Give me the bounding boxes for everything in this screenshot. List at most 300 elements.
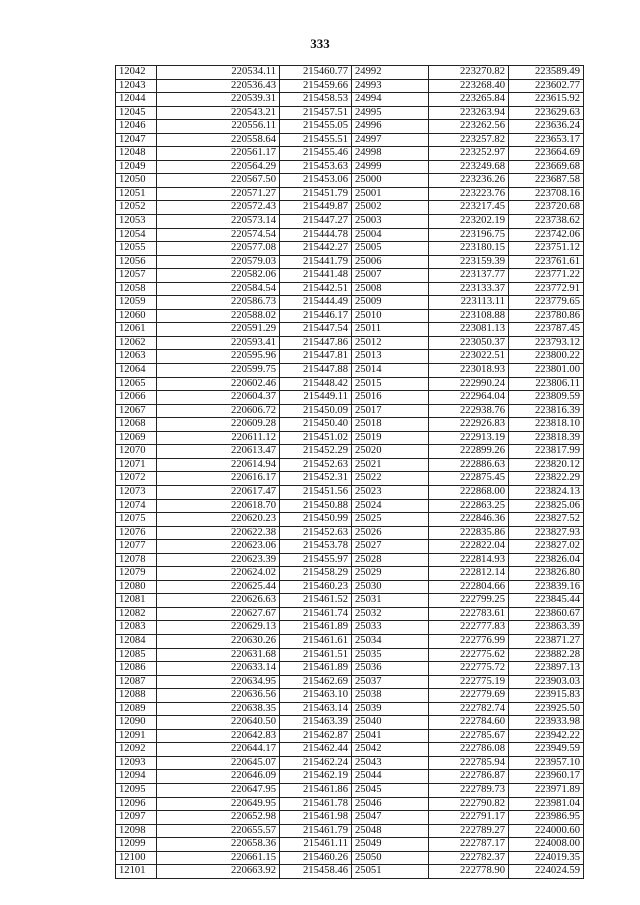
table-row	[116, 269, 584, 283]
cell-y-left: 215447.86	[280, 336, 352, 350]
cell-x-right: 222913.19	[429, 431, 509, 445]
cell-y-right: 223664.69	[509, 147, 584, 161]
cell-x-left: 220556.11	[157, 120, 280, 134]
table-row	[116, 472, 584, 486]
cell-x-left: 220564.29	[157, 160, 280, 174]
cell-point-id-left: 12092	[116, 743, 157, 757]
table-row	[116, 851, 584, 865]
cell-y-right: 223818.39	[509, 431, 584, 445]
cell-x-right: 223257.82	[429, 133, 509, 147]
cell-point-id-right: 25009	[352, 296, 429, 310]
cell-x-left: 220649.95	[157, 797, 280, 811]
table-row	[116, 120, 584, 134]
cell-y-left: 215461.61	[280, 634, 352, 648]
cell-point-id-right: 25039	[352, 702, 429, 716]
cell-x-left: 220645.07	[157, 756, 280, 770]
table-row	[116, 567, 584, 581]
cell-point-id-right: 25006	[352, 255, 429, 269]
cell-x-right: 223249.68	[429, 160, 509, 174]
cell-point-id-left: 12074	[116, 499, 157, 513]
table-row	[116, 79, 584, 93]
cell-x-right: 222938.76	[429, 404, 509, 418]
cell-x-left: 220655.57	[157, 824, 280, 838]
cell-y-left: 215462.19	[280, 770, 352, 784]
cell-point-id-right: 25013	[352, 350, 429, 364]
cell-y-left: 215461.74	[280, 607, 352, 621]
cell-y-left: 215463.10	[280, 689, 352, 703]
cell-x-right: 223050.37	[429, 336, 509, 350]
cell-point-id-right: 25030	[352, 580, 429, 594]
cell-x-left: 220620.23	[157, 513, 280, 527]
cell-x-right: 222775.62	[429, 648, 509, 662]
cell-point-id-right: 25002	[352, 201, 429, 215]
cell-y-left: 215455.05	[280, 120, 352, 134]
cell-point-id-left: 12097	[116, 811, 157, 825]
cell-x-left: 220644.17	[157, 743, 280, 757]
table-row	[116, 797, 584, 811]
cell-x-left: 220638.35	[157, 702, 280, 716]
cell-x-left: 220624.02	[157, 567, 280, 581]
cell-x-right: 222791.17	[429, 811, 509, 825]
cell-point-id-right: 25046	[352, 797, 429, 811]
cell-point-id-right: 25012	[352, 336, 429, 350]
cell-point-id-right: 25005	[352, 242, 429, 256]
table-row	[116, 743, 584, 757]
cell-y-right: 223925.50	[509, 702, 584, 716]
table-row	[116, 662, 584, 676]
table-row	[116, 513, 584, 527]
cell-y-right: 223806.11	[509, 377, 584, 391]
table-row	[116, 174, 584, 188]
cell-point-id-left: 12090	[116, 716, 157, 730]
cell-x-left: 220558.64	[157, 133, 280, 147]
table-row	[116, 553, 584, 567]
cell-y-right: 223826.04	[509, 553, 584, 567]
cell-x-right: 223108.88	[429, 309, 509, 323]
cell-point-id-right: 25020	[352, 445, 429, 459]
cell-y-right: 223822.29	[509, 472, 584, 486]
cell-x-left: 220625.44	[157, 580, 280, 594]
cell-point-id-left: 12061	[116, 323, 157, 337]
cell-point-id-right: 25033	[352, 621, 429, 635]
cell-y-left: 215462.44	[280, 743, 352, 757]
cell-point-id-left: 12072	[116, 472, 157, 486]
cell-y-left: 215457.51	[280, 106, 352, 120]
cell-y-left: 215441.79	[280, 255, 352, 269]
cell-x-right: 223196.75	[429, 228, 509, 242]
cell-point-id-left: 12058	[116, 282, 157, 296]
cell-x-left: 220617.47	[157, 485, 280, 499]
cell-x-left: 220543.21	[157, 106, 280, 120]
table-row	[116, 702, 584, 716]
cell-point-id-left: 12049	[116, 160, 157, 174]
cell-x-right: 222886.63	[429, 458, 509, 472]
cell-point-id-left: 12096	[116, 797, 157, 811]
cell-point-id-left: 12060	[116, 309, 157, 323]
cell-point-id-left: 12067	[116, 404, 157, 418]
cell-point-id-left: 12052	[116, 201, 157, 215]
cell-point-id-left: 12066	[116, 391, 157, 405]
cell-y-left: 215452.63	[280, 526, 352, 540]
table-row	[116, 675, 584, 689]
cell-y-right: 223863.39	[509, 621, 584, 635]
cell-x-left: 220536.43	[157, 79, 280, 93]
cell-point-id-right: 25022	[352, 472, 429, 486]
cell-y-left: 215460.77	[280, 66, 352, 80]
table-row	[116, 824, 584, 838]
table-row	[116, 418, 584, 432]
cell-x-left: 220629.13	[157, 621, 280, 635]
cell-y-left: 215450.09	[280, 404, 352, 418]
cell-y-right: 223933.98	[509, 716, 584, 730]
cell-point-id-left: 12044	[116, 93, 157, 107]
table-row	[116, 634, 584, 648]
cell-x-right: 223159.39	[429, 255, 509, 269]
cell-point-id-right: 25003	[352, 215, 429, 229]
cell-point-id-left: 12047	[116, 133, 157, 147]
cell-y-left: 215461.78	[280, 797, 352, 811]
cell-x-left: 220571.27	[157, 187, 280, 201]
cell-x-left: 220636.56	[157, 689, 280, 703]
table-row	[116, 485, 584, 499]
cell-y-left: 215461.86	[280, 783, 352, 797]
cell-point-id-left: 12080	[116, 580, 157, 594]
cell-y-right: 223780.86	[509, 309, 584, 323]
cell-y-right: 223669.68	[509, 160, 584, 174]
cell-y-left: 215453.06	[280, 174, 352, 188]
cell-point-id-right: 25047	[352, 811, 429, 825]
cell-y-right: 223949.59	[509, 743, 584, 757]
cell-point-id-right: 25038	[352, 689, 429, 703]
cell-x-right: 222812.14	[429, 567, 509, 581]
cell-point-id-left: 12076	[116, 526, 157, 540]
cell-y-left: 215461.52	[280, 594, 352, 608]
cell-y-left: 215447.54	[280, 323, 352, 337]
cell-x-right: 223217.45	[429, 201, 509, 215]
cell-y-right: 224000.60	[509, 824, 584, 838]
cell-point-id-left: 12046	[116, 120, 157, 134]
cell-x-right: 223081.13	[429, 323, 509, 337]
table-row	[116, 364, 584, 378]
cell-y-right: 223971.89	[509, 783, 584, 797]
table-row	[116, 865, 584, 879]
cell-x-right: 222790.82	[429, 797, 509, 811]
cell-y-right: 224019.35	[509, 851, 584, 865]
cell-y-right: 223779.65	[509, 296, 584, 310]
cell-point-id-left: 12057	[116, 269, 157, 283]
cell-point-id-right: 25028	[352, 553, 429, 567]
cell-x-right: 222863.25	[429, 499, 509, 513]
cell-y-right: 223742.06	[509, 228, 584, 242]
cell-point-id-left: 12054	[116, 228, 157, 242]
cell-x-right: 222990.24	[429, 377, 509, 391]
table-row	[116, 607, 584, 621]
cell-x-right: 222775.19	[429, 675, 509, 689]
cell-y-left: 215461.51	[280, 648, 352, 662]
cell-y-right: 223629.63	[509, 106, 584, 120]
cell-y-right: 224008.00	[509, 838, 584, 852]
cell-point-id-left: 12042	[116, 66, 157, 80]
table-row	[116, 201, 584, 215]
cell-y-right: 223820.12	[509, 458, 584, 472]
table-row	[116, 228, 584, 242]
cell-point-id-left: 12085	[116, 648, 157, 662]
cell-point-id-right: 25029	[352, 567, 429, 581]
cell-y-right: 223818.10	[509, 418, 584, 432]
cell-point-id-right: 25032	[352, 607, 429, 621]
cell-y-right: 224024.59	[509, 865, 584, 879]
cell-x-right: 222784.60	[429, 716, 509, 730]
cell-x-left: 220567.50	[157, 174, 280, 188]
cell-point-id-right: 25026	[352, 526, 429, 540]
table-row	[116, 187, 584, 201]
cell-y-right: 223845.44	[509, 594, 584, 608]
table-row	[116, 431, 584, 445]
cell-x-right: 222899.26	[429, 445, 509, 459]
cell-x-right: 222777.83	[429, 621, 509, 635]
cell-x-left: 220602.46	[157, 377, 280, 391]
cell-x-left: 220572.43	[157, 201, 280, 215]
cell-y-right: 223793.12	[509, 336, 584, 350]
cell-x-left: 220577.08	[157, 242, 280, 256]
cell-point-id-left: 12082	[116, 607, 157, 621]
cell-point-id-left: 12095	[116, 783, 157, 797]
cell-point-id-right: 25010	[352, 309, 429, 323]
table-row	[116, 621, 584, 635]
table-row	[116, 526, 584, 540]
cell-point-id-left: 12062	[116, 336, 157, 350]
cell-point-id-right: 25041	[352, 729, 429, 743]
cell-x-right: 223137.77	[429, 269, 509, 283]
cell-x-right: 222875.45	[429, 472, 509, 486]
cell-x-right: 223113.11	[429, 296, 509, 310]
table-row	[116, 391, 584, 405]
cell-x-left: 220634.95	[157, 675, 280, 689]
table-row	[116, 309, 584, 323]
cell-point-id-right: 25018	[352, 418, 429, 432]
cell-y-right: 223636.24	[509, 120, 584, 134]
cell-x-right: 223180.15	[429, 242, 509, 256]
cell-x-right: 222782.37	[429, 851, 509, 865]
cell-y-left: 215458.53	[280, 93, 352, 107]
cell-x-right: 222776.99	[429, 634, 509, 648]
cell-x-right: 223263.94	[429, 106, 509, 120]
cell-x-left: 220595.96	[157, 350, 280, 364]
cell-point-id-right: 25036	[352, 662, 429, 676]
coordinates-table	[115, 65, 584, 879]
cell-point-id-right: 25001	[352, 187, 429, 201]
cell-y-left: 215447.88	[280, 364, 352, 378]
cell-x-right: 223265.84	[429, 93, 509, 107]
cell-y-right: 223942.22	[509, 729, 584, 743]
cell-point-id-right: 25021	[352, 458, 429, 472]
cell-y-right: 223708.16	[509, 187, 584, 201]
cell-y-left: 215448.42	[280, 377, 352, 391]
cell-point-id-left: 12055	[116, 242, 157, 256]
cell-point-id-right: 25050	[352, 851, 429, 865]
table-row	[116, 445, 584, 459]
cell-y-left: 215442.51	[280, 282, 352, 296]
cell-y-left: 215453.63	[280, 160, 352, 174]
cell-x-right: 223018.93	[429, 364, 509, 378]
table-row	[116, 147, 584, 161]
cell-point-id-left: 12091	[116, 729, 157, 743]
cell-x-right: 223223.76	[429, 187, 509, 201]
table-row	[116, 689, 584, 703]
cell-y-left: 215458.29	[280, 567, 352, 581]
cell-point-id-right: 25031	[352, 594, 429, 608]
cell-x-right: 222786.87	[429, 770, 509, 784]
cell-y-right: 223827.93	[509, 526, 584, 540]
cell-y-right: 223839.16	[509, 580, 584, 594]
table-row	[116, 404, 584, 418]
cell-x-left: 220627.67	[157, 607, 280, 621]
cell-y-left: 215460.26	[280, 851, 352, 865]
cell-x-left: 220616.17	[157, 472, 280, 486]
cell-x-left: 220614.94	[157, 458, 280, 472]
cell-x-left: 220626.63	[157, 594, 280, 608]
cell-point-id-left: 12056	[116, 255, 157, 269]
table-row	[116, 594, 584, 608]
cell-point-id-left: 12101	[116, 865, 157, 879]
cell-point-id-left: 12086	[116, 662, 157, 676]
table-row	[116, 458, 584, 472]
table-row	[116, 160, 584, 174]
cell-x-left: 220623.06	[157, 540, 280, 554]
coordinates-table-body	[116, 66, 584, 879]
cell-y-right: 223787.45	[509, 323, 584, 337]
table-row	[116, 499, 584, 513]
cell-y-right: 223761.61	[509, 255, 584, 269]
page-number: 333	[310, 36, 330, 51]
cell-point-id-right: 25011	[352, 323, 429, 337]
cell-point-id-right: 25023	[352, 485, 429, 499]
cell-y-right: 223986.95	[509, 811, 584, 825]
cell-x-right: 223022.51	[429, 350, 509, 364]
cell-x-left: 220591.29	[157, 323, 280, 337]
cell-point-id-left: 12065	[116, 377, 157, 391]
cell-point-id-right: 24994	[352, 93, 429, 107]
cell-x-left: 220661.15	[157, 851, 280, 865]
cell-point-id-left: 12088	[116, 689, 157, 703]
cell-y-left: 215453.78	[280, 540, 352, 554]
cell-x-left: 220588.02	[157, 309, 280, 323]
cell-point-id-left: 12073	[116, 485, 157, 499]
cell-x-left: 220539.31	[157, 93, 280, 107]
cell-y-right: 223960.17	[509, 770, 584, 784]
cell-point-id-left: 12053	[116, 215, 157, 229]
cell-y-right: 223615.92	[509, 93, 584, 107]
cell-y-left: 215461.89	[280, 621, 352, 635]
cell-point-id-left: 12059	[116, 296, 157, 310]
cell-y-right: 223827.02	[509, 540, 584, 554]
cell-point-id-right: 25042	[352, 743, 429, 757]
cell-y-left: 215450.40	[280, 418, 352, 432]
table-row	[116, 756, 584, 770]
cell-y-left: 215451.02	[280, 431, 352, 445]
cell-x-left: 220658.36	[157, 838, 280, 852]
cell-x-right: 222846.36	[429, 513, 509, 527]
cell-point-id-left: 12098	[116, 824, 157, 838]
cell-x-left: 220630.26	[157, 634, 280, 648]
cell-point-id-left: 12068	[116, 418, 157, 432]
cell-y-right: 223809.59	[509, 391, 584, 405]
cell-x-right: 222775.72	[429, 662, 509, 676]
cell-x-left: 220640.50	[157, 716, 280, 730]
cell-y-left: 215460.23	[280, 580, 352, 594]
cell-y-right: 223915.83	[509, 689, 584, 703]
cell-y-left: 215458.46	[280, 865, 352, 879]
table-row	[116, 770, 584, 784]
table-row	[116, 106, 584, 120]
cell-point-id-left: 12043	[116, 79, 157, 93]
cell-y-right: 223772.91	[509, 282, 584, 296]
cell-y-left: 215455.51	[280, 133, 352, 147]
cell-x-right: 222926.83	[429, 418, 509, 432]
cell-point-id-right: 25035	[352, 648, 429, 662]
cell-point-id-left: 12075	[116, 513, 157, 527]
cell-point-id-right: 24993	[352, 79, 429, 93]
cell-point-id-right: 25004	[352, 228, 429, 242]
cell-y-left: 215461.11	[280, 838, 352, 852]
cell-y-right: 223882.28	[509, 648, 584, 662]
cell-x-right: 222822.04	[429, 540, 509, 554]
cell-x-right: 222868.00	[429, 485, 509, 499]
cell-x-left: 220633.14	[157, 662, 280, 676]
cell-y-right: 223800.22	[509, 350, 584, 364]
cell-point-id-left: 12063	[116, 350, 157, 364]
cell-x-right: 222785.94	[429, 756, 509, 770]
cell-y-left: 215452.63	[280, 458, 352, 472]
cell-y-right: 223825.06	[509, 499, 584, 513]
cell-x-right: 222799.25	[429, 594, 509, 608]
cell-point-id-right: 25019	[352, 431, 429, 445]
cell-y-right: 223801.00	[509, 364, 584, 378]
cell-y-right: 223687.58	[509, 174, 584, 188]
cell-point-id-right: 25045	[352, 783, 429, 797]
cell-x-left: 220646.09	[157, 770, 280, 784]
table-row	[116, 133, 584, 147]
cell-y-left: 215455.46	[280, 147, 352, 161]
cell-y-right: 223897.13	[509, 662, 584, 676]
cell-point-id-right: 25000	[352, 174, 429, 188]
cell-x-right: 222786.08	[429, 743, 509, 757]
cell-x-left: 220631.68	[157, 648, 280, 662]
cell-x-left: 220647.95	[157, 783, 280, 797]
cell-point-id-left: 12083	[116, 621, 157, 635]
cell-point-id-right: 25014	[352, 364, 429, 378]
cell-point-id-right: 24999	[352, 160, 429, 174]
cell-y-left: 215461.79	[280, 824, 352, 838]
cell-point-id-left: 12084	[116, 634, 157, 648]
cell-point-id-left: 12070	[116, 445, 157, 459]
table-row	[116, 540, 584, 554]
cell-x-right: 223270.82	[429, 66, 509, 80]
cell-y-right: 223871.27	[509, 634, 584, 648]
cell-y-left: 215451.79	[280, 187, 352, 201]
cell-point-id-left: 12100	[116, 851, 157, 865]
cell-point-id-right: 25025	[352, 513, 429, 527]
cell-x-right: 222782.74	[429, 702, 509, 716]
table-row	[116, 648, 584, 662]
cell-point-id-right: 24995	[352, 106, 429, 120]
cell-x-right: 223133.37	[429, 282, 509, 296]
table-row	[116, 729, 584, 743]
table-row	[116, 336, 584, 350]
table-row	[116, 377, 584, 391]
cell-y-right: 223957.10	[509, 756, 584, 770]
cell-point-id-left: 12094	[116, 770, 157, 784]
